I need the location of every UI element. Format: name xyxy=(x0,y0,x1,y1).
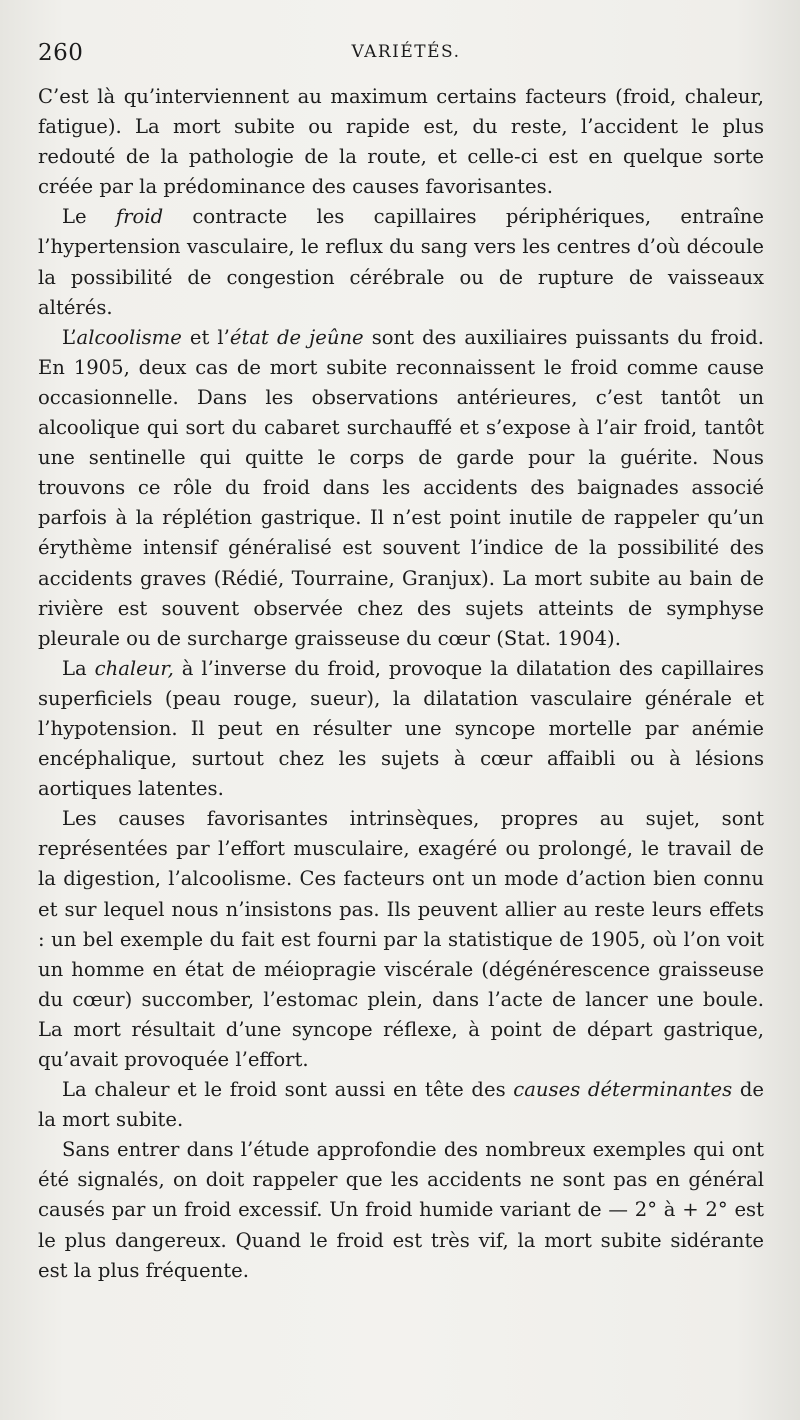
text-segment: de la mort subite. xyxy=(38,1078,764,1132)
italic-text: état de jeûne xyxy=(229,325,364,349)
text-segment: sont des auxiliaires puissants du froid. En 1905, deux cas de mort subite reconnaissent le froid comme cause occasionnelle. Dans les observations antérieures, c’est tantôt un alcoolique qui sort du cabaret surchauffé et s’expose à l’air froid, tantôt une sentinelle qui quitte le corps de garde pour la guérite. Nous trouvons ce rôle du froid dans les accidents des baignades associé parfois à la réplétion gastrique. Il n’est point inutile de rappeler qu’un érythème intensif généralisé est souvent l’indice de la possibilité des accidents graves (Rédié, Tourraine, Granjux). La mort subite au bain de rivière est souvent observée chez des sujets atteints de symphyse pleurale ou de surcharge graisseuse du cœur (Stat. 1904). xyxy=(38,325,764,650)
italic-text: froid xyxy=(115,205,164,229)
text-segment: L’ xyxy=(62,325,77,349)
running-head xyxy=(38,34,764,82)
paragraph xyxy=(38,654,764,804)
text-segment: Le xyxy=(62,205,116,229)
text-segment: à l’inverse du froid, provoque la dilatation des capillaires superficiels (peau rouge, sueur), la dilatation vasculaire générale et l’hypotension. Il peut en résulter une syncope mortelle par anémie encéphalique, surtout chez les sujets à cœur affaibli ou à lésions aortiques latentes. xyxy=(38,656,764,801)
italic-text: causes déterminantes xyxy=(513,1078,733,1102)
text-segment: et l’ xyxy=(181,325,230,349)
body-text xyxy=(38,82,764,1286)
paragraph xyxy=(38,202,764,322)
paragraph xyxy=(38,804,764,1075)
paragraph xyxy=(38,323,764,654)
text-segment: Les causes favorisantes intrinsèques, propres au sujet, sont représentées par l’effort musculaire, exagéré ou prolongé, le travail de la digestion, l’alcoolisme. Ces facteurs ont un mode d’action bien connu et sur lequel nous n’insistons pas. Ils peuvent allier au reste leurs effets : un bel exemple du fait est fourni par la statistique de 1905, où l’on voit un homme en état de méiopragie viscérale (dégénérescence graisseuse du cœur) succomber, l’estomac plein, dans l’acte de lancer une boule. La mort résultait d’une syncope réflexe, à point de départ gastrique, qu’avait provoquée l’effort. xyxy=(38,807,764,1071)
running-title: VARIÉTÉS. xyxy=(351,42,461,62)
paragraph xyxy=(38,82,764,202)
italic-text: alcoolisme xyxy=(76,325,182,349)
paragraph xyxy=(38,1135,764,1285)
italic-text: chaleur, xyxy=(94,656,174,680)
text-segment: C’est là qu’interviennent au maximum certains facteurs (froid, chaleur, fatigue). La mort subite ou rapide est, du reste, l’accident le plus redouté de la pathologie de la route, et celle-ci est en quelque sorte créée par la prédominance des causes favorisantes. xyxy=(38,85,764,199)
text-segment: La xyxy=(62,656,95,680)
text-segment: contracte les capillaires périphériques, entraîne l’hypertension vasculaire, le reflux du sang vers les centres d’où découle la possibilité de congestion cérébrale ou de rupture de vaisseaux altérés. xyxy=(38,205,764,319)
paragraph xyxy=(38,1075,764,1135)
page-number: 260 xyxy=(38,40,84,66)
text-segment: Sans entrer dans l’étude approfondie des nombreux exemples qui ont été signalés, on doit rappeler que les accidents ne sont pas en général causés par un froid excessif. Un froid humide variant de — 2° à + 2° est le plus dangereux. Quand le froid est très vif, la mort subite sidérante est la plus fréquente. xyxy=(38,1138,764,1282)
text-segment: La chaleur et le froid sont aussi en tête des xyxy=(62,1078,514,1102)
